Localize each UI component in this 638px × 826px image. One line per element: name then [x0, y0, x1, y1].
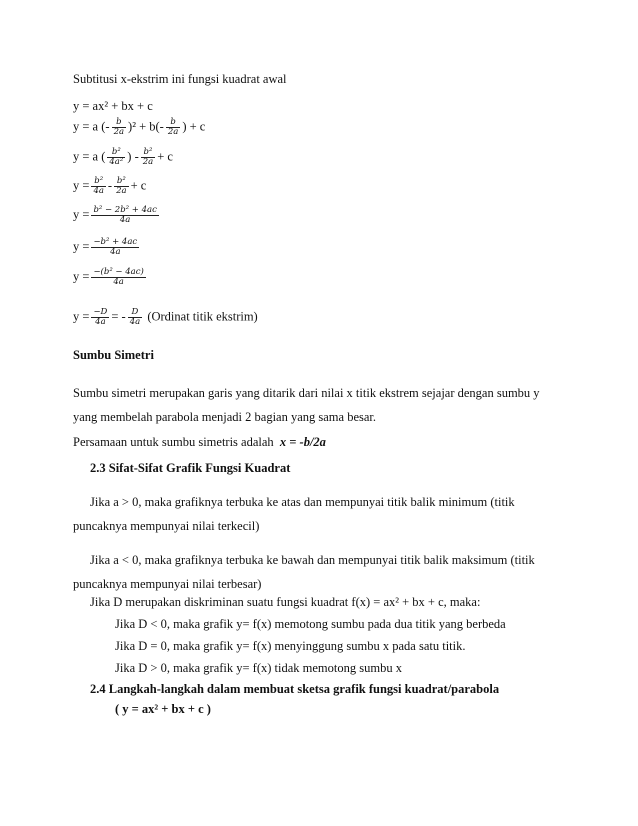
equation-1: y = ax² + bx + c: [73, 99, 153, 113]
section-heading-equation: ( y = ax² + bx + c ): [115, 702, 211, 716]
paragraph-line: Jika a > 0, maka grafiknya terbuka ke atas dan mempunyai titik balik minimum (titik: [90, 495, 515, 509]
paragraph-line: yang membelah parabola menjadi 2 bagian yang sama besar.: [73, 410, 377, 424]
fraction: $\frac{\text{b²}}{4a}$: [93, 176, 104, 196]
fraction: $\frac{\text{−(b² − 4ac)}}{4a}$: [93, 267, 144, 287]
fraction: $\frac{b}{2a}$: [167, 117, 179, 137]
list-item: Jika D = 0, maka grafik y= f(x) menyinggung sumbu x pada satu titik.: [115, 639, 466, 653]
fraction: $\frac{b}{2a}$: [113, 117, 125, 137]
equation-7: y = $\frac{\text{−(b² − 4ac)}}{4a}$: [73, 267, 144, 287]
paragraph-line: puncaknya mempunyai nilai terkecil): [73, 519, 260, 533]
section-heading-2-3: 2.3 Sifat-Sifat Grafik Fungsi Kuadrat: [90, 461, 291, 475]
formula-axis: x = -b/2a: [279, 435, 326, 449]
paragraph-line: Persamaan untuk sumbu simetris adalah x = -b/2a: [73, 435, 326, 449]
fraction: $\frac{-D}{4a}$: [93, 307, 108, 327]
section-heading-2-4: 2.4 Langkah-langkah dalam membuat sketsa grafik fungsi kuadrat/parabola: [90, 682, 500, 696]
section-title-sumbu-simetri: Sumbu Simetri: [73, 348, 154, 362]
paragraph-line: Jika D merupakan diskriminan suatu fungsi kuadrat f(x) = ax² + bx + c, maka:: [90, 595, 481, 609]
fraction: $\frac{\text{b²}}{2a}$: [142, 147, 154, 167]
fraction: $\frac{\text{b²}}{\text{4a²}}$: [109, 147, 124, 167]
fraction: $\frac{D}{4a}$: [129, 307, 141, 327]
paragraph-line: Jika a < 0, maka grafiknya terbuka ke bawah dan mempunyai titik balik maksimum (titik: [90, 553, 535, 567]
paragraph-line: puncaknya mempunyai nilai terbesar): [73, 577, 262, 591]
list-item: Jika D < 0, maka grafik y= f(x) memotong sumbu pada dua titik yang berbeda: [115, 617, 506, 631]
equation-8: y = $\frac{-D}{4a}$ = - $\frac{D}{4a}$ (Ordinat titik ekstrim): [73, 307, 258, 327]
equation-6: y = $\frac{\text{−b² + 4ac}}{4a}$: [73, 237, 138, 257]
equation-3: y = a ( $\frac{\text{b²}}{\text{4a²}}$ ) - $\frac{\text{b²}}{2a}$ + c: [73, 147, 173, 167]
fraction: $\frac{\text{b²}}{2a}$: [116, 176, 127, 196]
fraction: $\frac{\text{b² − 2b² + 4ac}}{4a}$: [93, 205, 157, 225]
intro-line: Subtitusi x-ekstrim ini fungsi kuadrat awal: [73, 72, 287, 86]
paragraph-line: Sumbu simetri merupakan garis yang ditarik dari nilai x titik ekstrem sejajar dengan sumbu y: [73, 386, 540, 400]
equation-4: y = $\frac{\text{b²}}{4a}$ - $\frac{\text{b²}}{2a}$ + c: [73, 176, 147, 196]
equation-2: y = a (- $\frac{b}{2a}$ )² + b(- $\frac{b}{2a}$ ) + c: [73, 117, 206, 137]
fraction: $\frac{\text{−b² + 4ac}}{4a}$: [93, 237, 138, 257]
equation-5: y = $\frac{\text{b² − 2b² + 4ac}}{4a}$: [73, 205, 157, 225]
list-item: Jika D > 0, maka grafik y= f(x) tidak memotong sumbu x: [115, 661, 402, 675]
